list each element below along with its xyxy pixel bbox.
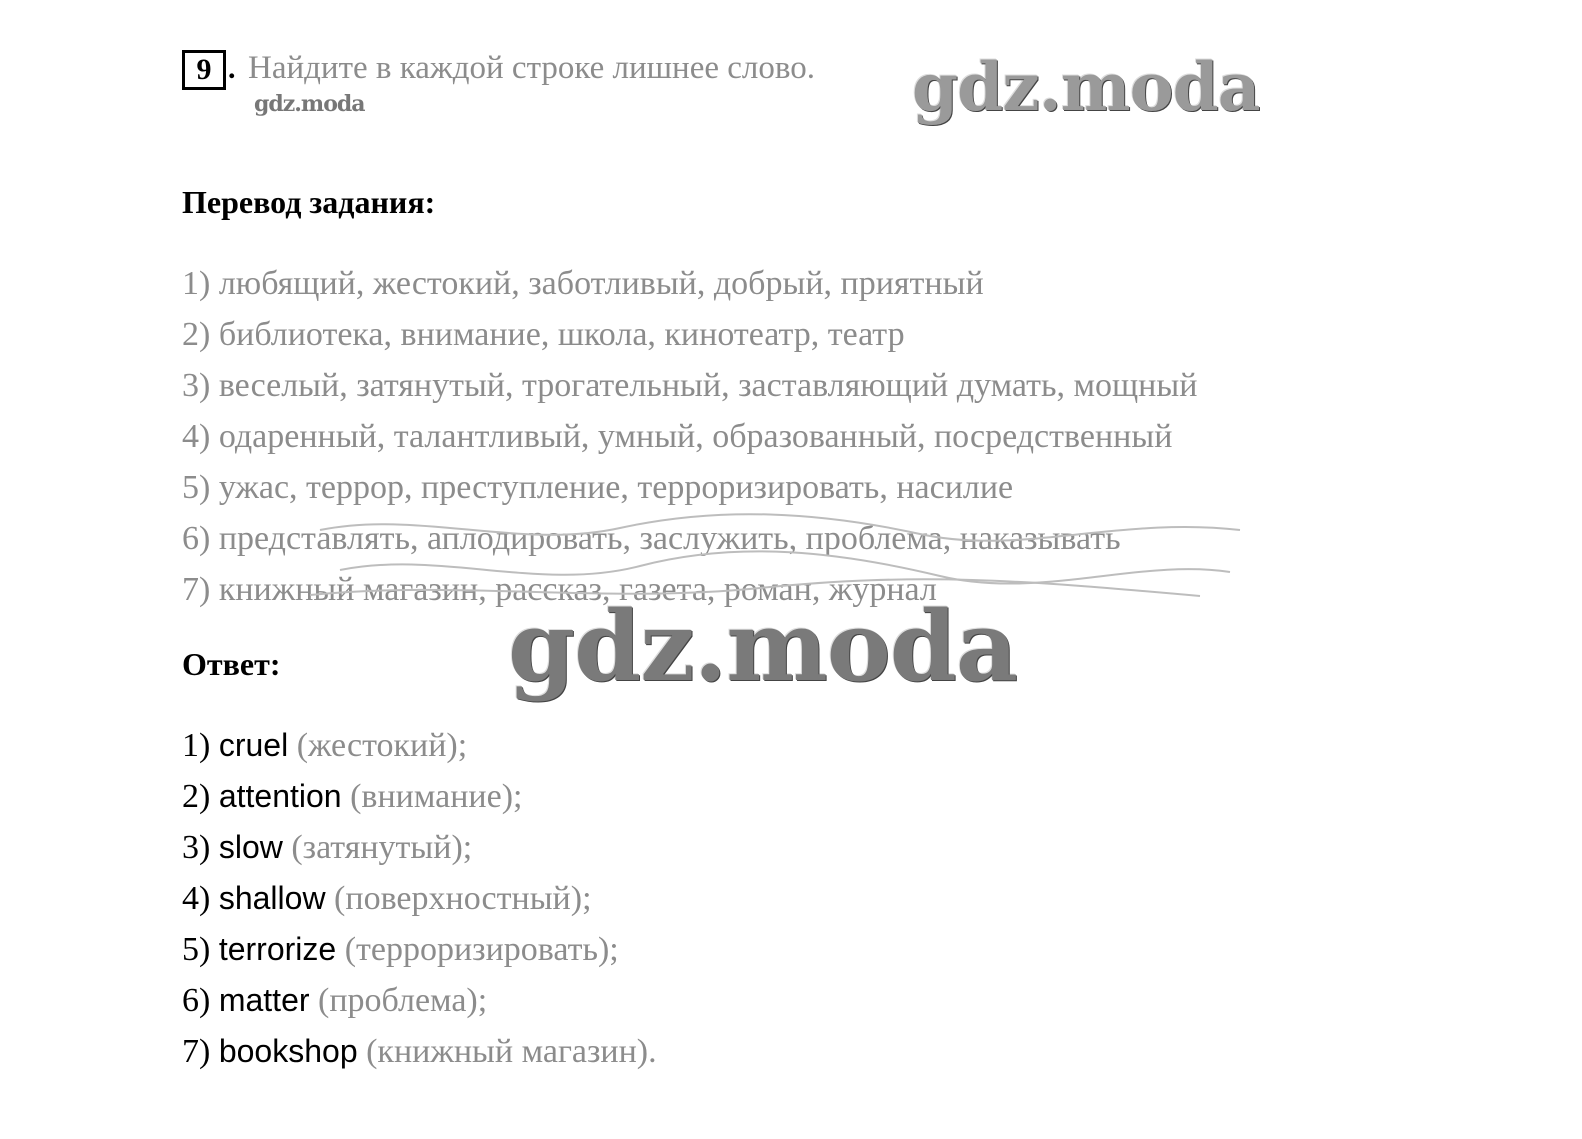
answer-number: 1) (182, 727, 211, 764)
answer-number: 5) (182, 931, 211, 968)
answer-word: matter (218, 982, 310, 1018)
answer-punct: ; (513, 778, 523, 815)
answer-punct: ; (582, 880, 592, 917)
translation-line: 5) ужас, террор, преступление, терроризировать, насилие (182, 469, 1014, 506)
answer-translation: (внимание) (350, 778, 514, 815)
answer-punct: . (648, 1033, 657, 1070)
answer-translation: (жестокий) (296, 727, 458, 764)
answer-punct: ; (477, 982, 488, 1019)
answer-item (182, 720, 657, 771)
task-instruction: Найдите в каждой строке лишнее слово. (248, 50, 815, 86)
answer-number: 6) (182, 982, 211, 1019)
answer-item (182, 873, 657, 924)
answer-item (182, 924, 657, 975)
translation-line: 1) любящий, жестокий, заботливый, добрый, приятный (182, 265, 984, 302)
watermark-top: gdz.moda (912, 48, 1260, 126)
watermark-center: gdz.moda (508, 590, 1018, 703)
answer-number: 4) (182, 880, 211, 917)
translation-line: 3) веселый, затянутый, трогательный, заставляющий думать, мощный (182, 367, 1198, 404)
translation-line: 4) одаренный, талантливый, умный, образованный, посредственный (182, 418, 1173, 455)
answer-word: slow (218, 829, 283, 865)
task-number-dot: . (228, 52, 236, 85)
answer-translation: (книжный магазин) (366, 1033, 649, 1070)
watermark-small: gdz.moda (254, 91, 365, 117)
answer-punct: ; (457, 727, 468, 764)
answer-number: 3) (182, 829, 211, 866)
answer-number: 2) (182, 778, 211, 815)
answer-word: attention (218, 778, 342, 814)
answer-translation: (проблема) (318, 982, 478, 1019)
answer-number: 7) (182, 1033, 211, 1070)
answer-punct: ; (462, 829, 473, 866)
answer-item (182, 975, 657, 1026)
answer-word: shallow (218, 880, 326, 916)
task-number-box: 9 (182, 50, 226, 90)
translation-line: 6) представлять, аплодировать, заслужить, проблема, наказывать (182, 520, 1121, 557)
answer-heading: Ответ: (182, 646, 281, 682)
translation-line: 7) книжный магазин, рассказ, газета, роман, журнал (182, 571, 937, 608)
answer-translation: (терроризировать) (344, 931, 610, 968)
answer-punct: ; (609, 931, 619, 968)
translation-heading: Перевод задания: (182, 184, 436, 220)
answer-word: bookshop (218, 1033, 358, 1069)
answer-word: cruel (218, 727, 289, 763)
answer-translation: (затянутый) (291, 829, 463, 866)
answer-item (182, 771, 657, 822)
answer-translation: (поверхностный) (334, 880, 583, 917)
answer-item (182, 822, 657, 873)
translation-line: 2) библиотека, внимание, школа, кинотеатр, театр (182, 316, 905, 353)
answer-list (182, 720, 657, 1077)
answer-item (182, 1026, 657, 1077)
answer-word: terrorize (218, 931, 337, 967)
